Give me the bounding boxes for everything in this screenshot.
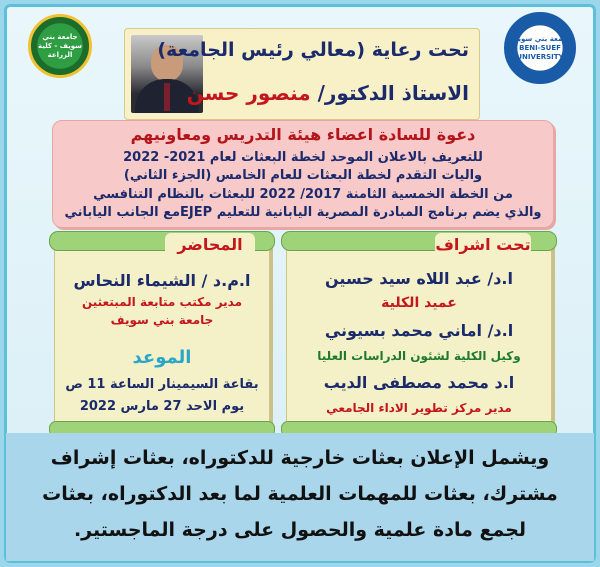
- banner-line: لجمع مادة علمية والحصول على درجة الماجستير.: [73, 519, 527, 541]
- event-place: بقاعة السيمينار الساعة 11 ص: [65, 377, 259, 392]
- supervisor-role: مدير مركز تطوير الاداء الجامعي: [326, 401, 512, 415]
- supervisor-name: ا.د/ اماني محمد بسيوني: [324, 321, 514, 340]
- patronage-name-line: [186, 81, 469, 105]
- date-header: الموعد: [132, 347, 192, 368]
- agriculture-logo-text: جامعة بني سويف - كلية الزراعة: [37, 32, 83, 59]
- invitation-line: للتعريف بالاعلان الموحد لخطة البعثات لعام 2021- 2022: [123, 150, 483, 165]
- lecturer-header: المحاضر: [165, 233, 255, 257]
- lecturer-university: جامعة بني سويف: [110, 313, 214, 327]
- invitation-line: من الخطة الخمسية الثامنة 2017/ 2022 للبعثات بالنظام التنافسي: [93, 187, 513, 202]
- lecturer-role: مدير مكتب متابعة المبتعثين: [81, 295, 243, 309]
- invitation-box: [52, 120, 554, 228]
- university-logo: [504, 12, 576, 84]
- supervisor-role: عميد الكلية: [381, 295, 457, 311]
- patron-name: منصور حسن: [186, 81, 311, 105]
- supervision-header: تحت اشراف: [435, 233, 531, 257]
- patron-prefix: الاستاذ الدكتور/: [317, 81, 469, 105]
- supervisor-role: وكيل الكلية لشئون الدراسات العليا: [317, 349, 521, 363]
- invitation-title: دعوة للسادة اعضاء هيئة التدريس ومعاونيهم: [130, 125, 476, 144]
- patronage-card: [124, 28, 480, 120]
- supervision-scroll: [286, 235, 552, 432]
- event-date: يوم الاحد 27 مارس 2022: [79, 399, 245, 414]
- lecturer-scroll: [54, 235, 270, 432]
- patronage-title: تحت رعاية (معالي رئيس الجامعة): [157, 39, 469, 61]
- lecturer-name: ا.م.د / الشيماء النحاس: [73, 271, 251, 290]
- supervisor-name: ا.د/ عبد اللاه سيد حسين: [325, 269, 513, 288]
- university-logo-text: جامعة بني سويف BENI-SUEF UNIVERSITY: [510, 34, 570, 61]
- agriculture-faculty-logo: [28, 14, 92, 78]
- banner-line: مشترك، بعثات للمهمات العلمية لما بعد الدكتوراه، بعثات: [42, 483, 558, 505]
- announcement-banner: [6, 433, 594, 561]
- supervisor-name: ا.د محمد مصطفى الديب: [323, 373, 515, 392]
- invitation-line: والذي يضم برنامج المبادرة المصرية اليابانية للتعليم EJEPمع الجانب الياباني: [64, 205, 542, 220]
- photo-tie: [164, 83, 170, 111]
- banner-line: ويشمل الإعلان بعثات خارجية للدكتوراه، بعثات إشراف: [50, 447, 550, 469]
- invitation-line: واليات التقدم لخطة البعثات للعام الخامس (الجزء الثاني): [123, 168, 483, 183]
